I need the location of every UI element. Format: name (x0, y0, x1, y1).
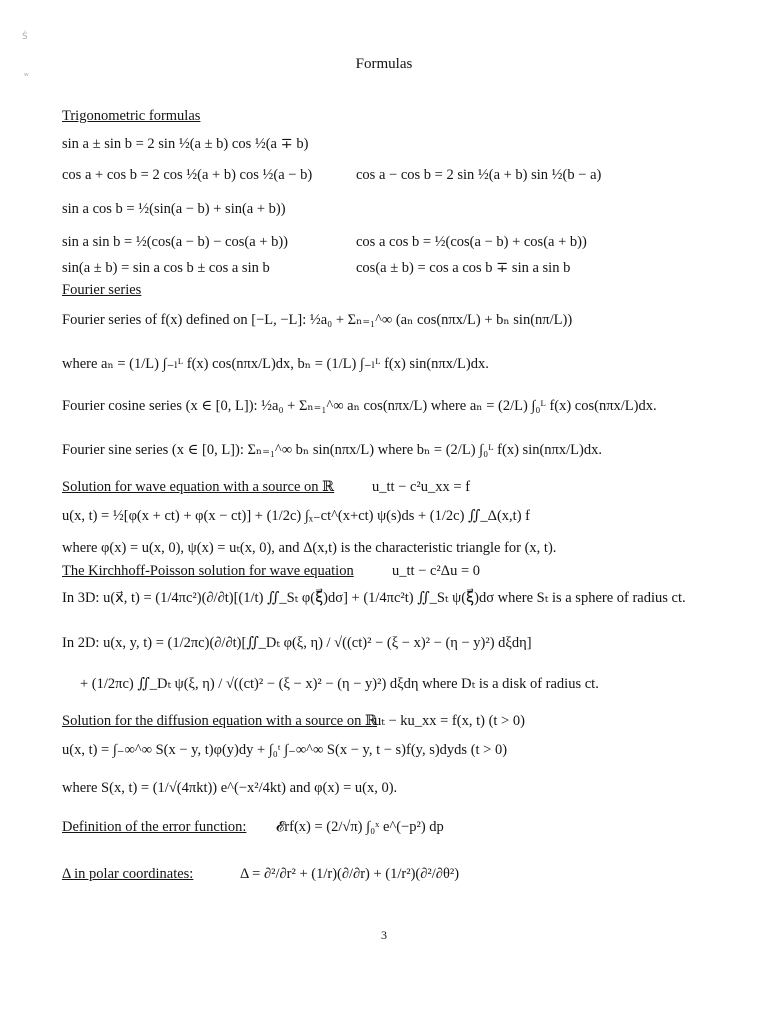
section-heading-erf: Definition of the error function: (62, 819, 247, 835)
formula-line: Δ = ∂²/∂r² + (1/r)(∂/∂r) + (1/r²)(∂²/∂θ²) (240, 866, 460, 882)
formula-line: Fourier series of f(x) defined on [−L, −L]: ½a₀ + Σₙ₌₁^∞ (aₙ cos(nπx/L) + bₙ sin(nπ/L)) (62, 312, 573, 328)
formula-line: sin a ± sin b = 2 sin ½(a ± b) cos ½(a ∓ b) (62, 136, 309, 152)
margin-mark: Ś (22, 32, 28, 42)
section-heading-wave: Solution for wave equation with a source on ℝ (62, 479, 335, 495)
equation-label: u_tt − c²Δu = 0 (392, 563, 481, 579)
formula-line: where aₙ = (1/L) ∫₋ₗᴸ f(x) cos(nπx/L)dx, bₙ = (1/L) ∫₋ₗᴸ f(x) sin(nπx/L)dx. (62, 356, 489, 372)
formula-line: Fourier cosine series (x ∈ [0, L]): ½a₀ + Σₙ₌₁^∞ aₙ cos(nπx/L) where aₙ = (2/L) ∫₀ᴸ f(x) cos(nπx/L)dx. (62, 398, 657, 414)
formula-line: u(x, t) = ∫₋∞^∞ S(x − y, t)φ(y)dy + ∫₀ᵗ ∫₋∞^∞ S(x − y, t − s)f(y, s)dyds (t > 0) (62, 742, 508, 758)
formula-line: In 3D: u(x⃗, t) = (1/4πc²)(∂/∂t)[(1/t) ∬_Sₜ φ(ξ⃗)dσ] + (1/4πc²t) ∬_Sₜ ψ(ξ⃗)dσ where Sₜ is a sphere of radius ct. (62, 590, 686, 606)
formula-line: cos a − cos b = 2 sin ½(a + b) sin ½(b − a) (356, 167, 602, 183)
formula-line: Fourier sine series (x ∈ [0, L]): Σₙ₌₁^∞ bₙ sin(nπx/L) where bₙ = (2/L) ∫₀ᴸ f(x) sin(nπx/L)dx. (62, 442, 602, 458)
page-title: Formulas (355, 56, 413, 72)
equation-label: uₜ − ku_xx = f(x, t) (t > 0) (374, 713, 525, 729)
formula-line: cos(a ± b) = cos a cos b ∓ sin a sin b (356, 260, 571, 276)
formula-line: 𝓔rf(x) = (2/√π) ∫₀ˣ e^(−p²) dp (276, 819, 444, 835)
formula-line: + (1/2πc) ∬_Dₜ ψ(ξ, η) / √((ct)² − (ξ − x)² − (η − y)²) dξdη where Dₜ is a disk of radius ct. (80, 676, 599, 692)
formula-line: In 2D: u(x, y, t) = (1/2πc)(∂/∂t)[∬_Dₜ φ(ξ, η) / √((ct)² − (ξ − x)² − (η − y)²) dξdη] (62, 635, 532, 651)
section-heading-fourier: Fourier series (62, 282, 142, 298)
equation-label: u_tt − c²u_xx = f (372, 479, 471, 495)
section-heading-kirchhoff: The Kirchhoff-Poisson solution for wave equation (62, 563, 354, 579)
formula-line: u(x, t) = ½[φ(x + ct) + φ(x − ct)] + (1/2c) ∫ₓ₋ct^(x+ct) ψ(s)ds + (1/2c) ∬_Δ(x,t) f (62, 508, 530, 524)
formula-line: where S(x, t) = (1/√(4πkt)) e^(−x²/4kt) and φ(x) = u(x, 0). (62, 780, 398, 796)
formula-line: sin a sin b = ½(cos(a − b) − cos(a + b)) (62, 234, 288, 250)
formula-line: sin a cos b = ½(sin(a − b) + sin(a + b)) (62, 201, 286, 217)
section-heading-diffusion: Solution for the diffusion equation with a source on ℝ (62, 713, 378, 729)
section-heading-trig: Trigonometric formulas (62, 108, 201, 124)
formula-line: where φ(x) = u(x, 0), ψ(x) = uₜ(x, 0), and Δ(x,t) is the characteristic triangle for (x, t). (62, 540, 557, 556)
section-heading-polar: Δ in polar coordinates: (62, 866, 194, 882)
page-number: 3 (381, 928, 387, 942)
formula-line: cos a cos b = ½(cos(a − b) + cos(a + b)) (356, 234, 587, 250)
margin-mark: ʷ (24, 72, 29, 82)
formula-line: cos a + cos b = 2 cos ½(a + b) cos ½(a − b) (62, 167, 313, 183)
formula-line: sin(a ± b) = sin a cos b ± cos a sin b (62, 260, 270, 276)
